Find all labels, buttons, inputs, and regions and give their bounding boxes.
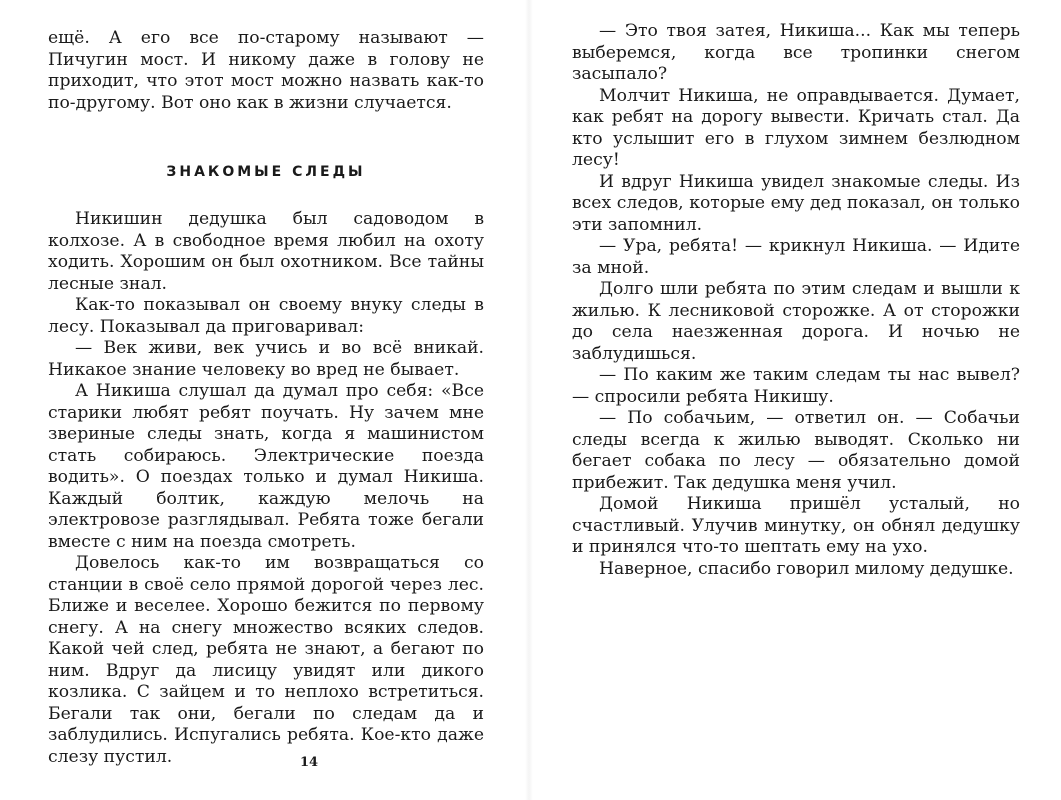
paragraph: ещё. А его все по-старому называют — Пичугин мост. И никому даже в голову не приходит, что этот мост можно назвать как-то по-другому. Вот оно как в жизни случается. bbox=[48, 28, 484, 113]
paragraph: Довелось как-то им возвращаться со станции в своё село прямой дорогой через лес. Ближе и веселее. Хорошо бежится по первому снегу. А на снегу множество всяких следов. Какой чей след, ребята не знают, а бегают по ним. Вдруг да лисицу увидят или дикого козлика. С зайцем и то неплохо встретиться. Бегали так они, бегали по следам да и заблудились. Испугались ребята. Кое-кто даже слезу пустил. bbox=[48, 553, 484, 767]
paragraph: — Это твоя затея, Никиша... Как мы теперь выберемся, когда все тропинки снегом засыпало? bbox=[572, 21, 1020, 84]
paragraph: И вдруг Никиша увидел знакомые следы. Из всех следов, которые ему дед показал, он только эти запомнил. bbox=[572, 171, 1020, 235]
paragraph: Домой Никиша пришёл усталый, но счастливый. Улучив минутку, он обнял дедушку и принялся что-то шептать ему на ухо. bbox=[572, 494, 1020, 557]
paragraph: Как-то показывал он своему внуку следы в лесу. Показывал да приговаривал: bbox=[48, 295, 484, 337]
paragraph: — Век живи, век учись и во всё вникай. Никакое знание человеку во вред не бывает. bbox=[48, 338, 484, 380]
paragraph: Наверное, спасибо говорил милому дедушке. bbox=[599, 558, 1014, 579]
paragraph: — Ура, ребята! — крикнул Никиша. — Идите за мной. bbox=[572, 236, 1020, 278]
right-body-text bbox=[572, 21, 1020, 580]
gutter bbox=[525, 0, 533, 800]
paragraph: — По собачьим, — ответил он. — Собачьи следы всегда к жилью выводят. Сколько ни бегает собака по лесу — обязательно домой прибежит. Так дедушка меня учил. bbox=[572, 408, 1020, 493]
paragraph: Никишин дедушка был садоводом в колхозе. А в свободное время любил на охоту ходить. Хорошим он был охотником. Все тайны лесные знал. bbox=[48, 209, 484, 294]
left-body-text bbox=[48, 209, 484, 768]
page-number: 14 bbox=[300, 755, 319, 770]
paragraph: — По каким же таким следам ты нас вывел? — спросили ребята Никишу. bbox=[572, 365, 1020, 407]
chapter-title: ЗНАКОМЫЕ СЛЕДЫ bbox=[166, 164, 366, 180]
paragraph: Долго шли ребята по этим следам и вышли к жилью. К лесниковой сторожке. А от сторожки до села наезженная дорога. И ночью не заблудишься. bbox=[572, 279, 1020, 364]
left-top-text bbox=[48, 28, 484, 114]
paragraph: А Никиша слушал да думал про себя: «Все старики любят ребят поучать. Ну зачем мне звериные следы знать, когда я машинистом стать собираюсь. Электрические поезда водить». О поездах только и думал Никиша. Каждый болтик, каждую мелочь на электровозе разглядывал. Ребята тоже бегали вместе с ним на поезда смотреть. bbox=[48, 381, 484, 552]
paragraph: Молчит Никиша, не оправдывается. Думает, как ребят на дорогу вывести. Кричать стал. Да кто услышит его в глухом зимнем безлюдном лесу! bbox=[572, 85, 1020, 170]
